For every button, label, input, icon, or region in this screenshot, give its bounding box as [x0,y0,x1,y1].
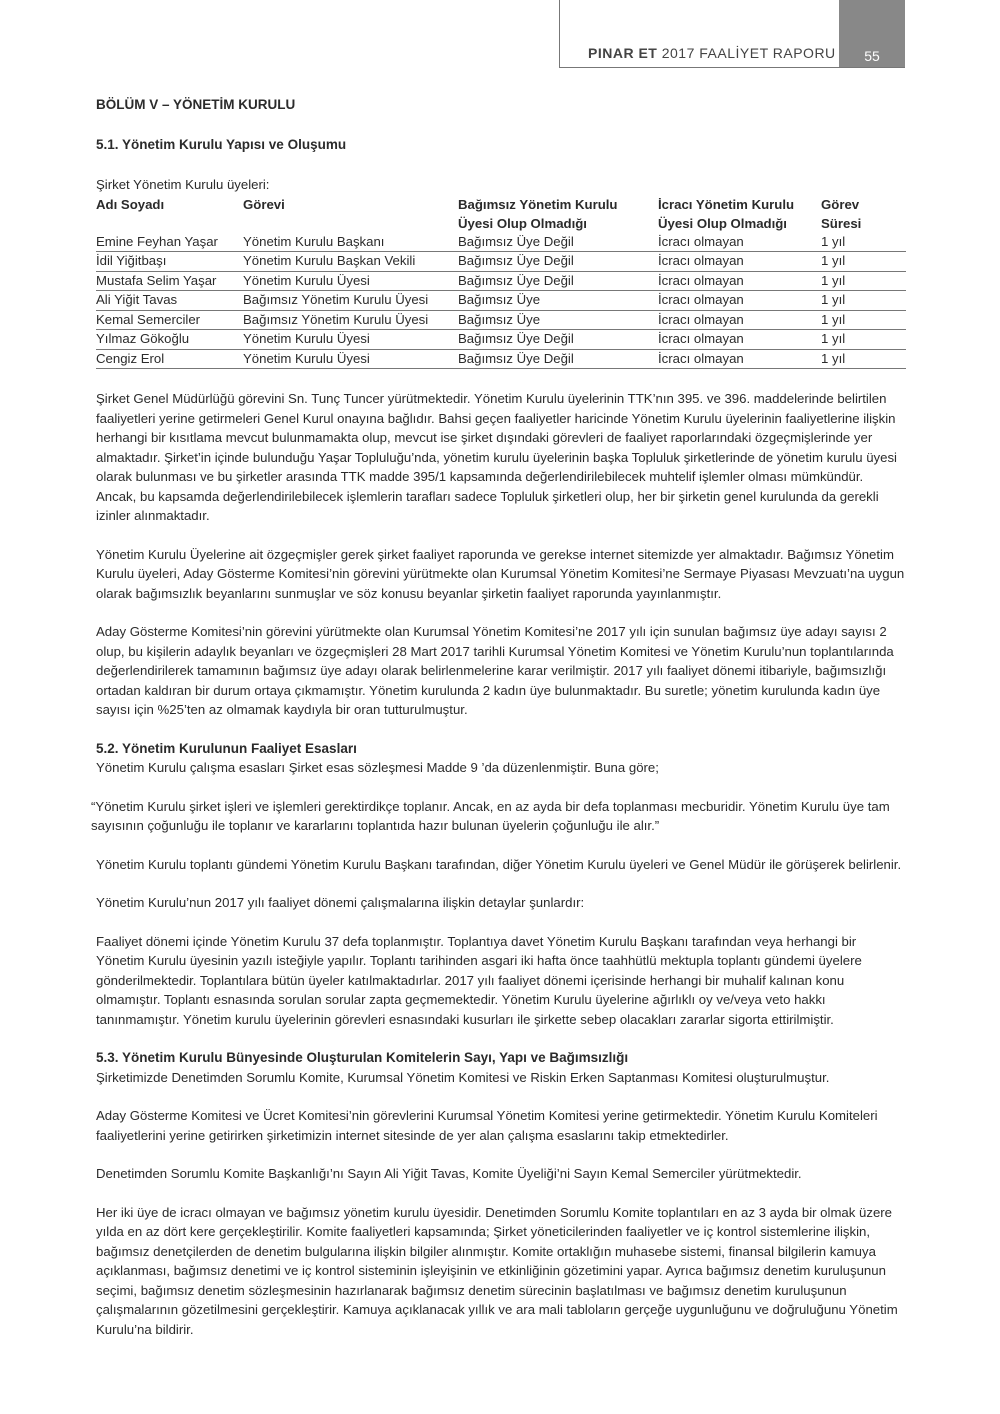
board-members-table [96,195,906,370]
body-paragraph: Faaliyet dönemi içinde Yönetim Kurulu 37 defa toplanmıştır. Toplantıya davet Yönetim Kurulu Başkanı tarafından veya herhangi bir Yönetim Kurulu üyesinin yazılı isteğiyle yapılır. Toplantı tarihinden asgari iki hafta önce taahhütlü mektupla toplantı gündemi üyelere gönderilmektedir. Toplantılara bütün üyeler katılmaktadırlar. 2017 yılı faaliyet dönemi içerisinde herhangi bir muhalif kalınan konu olmamıştır. Toplantı esnasında sorulan sorular zapta geçmemektedir. Yönetim Kurulu üyelerine ağırlıklı oy ve/veya veto hakkı tanınmamıştır. Yönetim kurulu üyelerinin görevleri esnasındaki kusurları ile şirkette sebep olacakları zararlar sigorta ettirilmiştir. [96,933,862,1027]
subsection-5-3-title: 5.3. Yönetim Kurulu Bünyesinde Oluşturulan Komitelerin Sayı, Yapı ve Bağımsızlığı [96,1050,629,1065]
table-row [96,233,906,252]
table-cell: Cengiz Erol [96,349,243,369]
brand-name: PINAR ET [588,45,658,61]
subsection-5-1-paragraphs [96,389,906,720]
table-cell: Bağımsız Yönetim Kurulu Üyesi [243,291,458,311]
body-paragraph: Denetimden Sorumlu Komite Başkanlığı’nı Sayın Ali Yiğit Tavas, Komite Üyeliği’ni Sayın Kemal Semerciler yürütmektedir. [96,1166,802,1181]
table-cell: Bağımsız Üye Değil [458,252,658,272]
table-cell: Yönetim Kurulu Üyesi [243,271,458,291]
table-cell: Bağımsız Üye [458,310,658,330]
table-cell: İcracı olmayan [658,291,821,311]
table-cell: 1 yıl [821,310,906,330]
table-cell: Bağımsız Üye [458,291,658,311]
table-row [96,310,906,330]
table-cell: 1 yıl [821,349,906,369]
table-cell: 1 yıl [821,330,906,350]
articles-quote: “Yönetim Kurulu şirket işleri ve işlemleri gerektirdikçe toplanır. Ancak, en az ayda bir defa toplanması mecburidir. Yönetim Kurulu üye tam sayısının çoğunluğu ile toplanır ve kararlarını toplantıda hazır bulunan üyelerin çoğunluğu ile alır.” [91,798,890,833]
table-cell: 1 yıl [821,271,906,291]
table-cell: Yılmaz Gökoğlu [96,330,243,350]
table-cell: 1 yıl [821,233,906,252]
table-cell: 1 yıl [821,252,906,272]
table-row [96,252,906,272]
report-title [588,45,836,61]
table-cell: Bağımsız Üye Değil [458,233,658,252]
col-header-independent: Bağımsız Yönetim Kurulu Üyesi Olup Olmadığı [458,196,618,231]
subsection-5-3-intro: Şirketimizde Denetimden Sorumlu Komite, Kurumsal Yönetim Komitesi ve Riskin Erken Saptanması Komitesi oluşturulmuştur. [96,1069,830,1085]
table-cell: Bağımsız Yönetim Kurulu Üyesi [243,310,458,330]
table-row [96,330,906,350]
table-cell: İcracı olmayan [658,310,821,330]
body-paragraph: Aday Gösterme Komitesi’nin görevini yürütmekte olan Kurumsal Yönetim Komitesi’ne 2017 yılı için sunulan bağımsız üye adayı sayısı 2 olup, bu kişilerin adaylık beyanları ve özgeçmişleri 28 Mart 2017 tarihli Kurumsal Yönetim Komitesi ve Yönetim Kurulu’nun toplantılarında değerlendirilerek tamamının bağımsız üye adayı olarak belirlenmelerine karar verilmiştir. 2017 yılı faaliyet dönemi itibariyle, bağımsızlığı ortadan kaldıran bir durum ortaya çıkmamıştır. Yönetim kurulunda 2 kadın üye bulunmaktadır. Bu suretle; yönetim kurulunda kadın üye sayısı için %25’ten az olmamak kaydıyla bir oran tutturulmuştur. [96,624,894,717]
subsection-5-2-paragraphs [96,855,906,1030]
page-header [559,0,905,68]
document-body [91,95,906,1339]
table-header-row [96,195,906,233]
table-cell: Bağımsız Üye Değil [458,271,658,291]
table-cell: Ali Yiğit Tavas [96,291,243,311]
table-cell: İcracı olmayan [658,252,821,272]
table-cell: Bağımsız Üye Değil [458,349,658,369]
body-paragraph: Aday Gösterme Komitesi ve Ücret Komitesi’nin görevlerini Kurumsal Yönetim Komitesi yerine getirmektedir. Yönetim Kurulu Komiteleri faaliyetlerini yerine getirirken şirketimizin internet sitesinde de yer alan çalışma esaslarını takip etmektedirler. [96,1108,878,1143]
table-cell: İcracı olmayan [658,330,821,350]
table-cell: İcracı olmayan [658,233,821,252]
body-paragraph: Yönetim Kurulu’nun 2017 yılı faaliyet dönemi çalışmalarına ilişkin detaylar şunlardır: [96,895,585,910]
col-header-executive: İcracı Yönetim Kurulu Üyesi Olup Olmadığı [658,196,795,231]
table-cell: İcracı olmayan [658,271,821,291]
table-row [96,291,906,311]
body-paragraph: Yönetim Kurulu toplantı gündemi Yönetim Kurulu Başkanı tarafından, diğer Yönetim Kurulu üyeleri ve Genel Müdür ile görüşerek belirlenir. [96,856,902,872]
table-body [96,233,906,369]
body-paragraph: Her iki üye de icracı olmayan ve bağımsız yönetim kurulu üyesidir. Denetimden Sorumlu Komite toplantıları en az 3 ayda bir olmak üzere yılda en az dört kere gerçekleştirilir. Komite faaliyetleri kapsamında; Şirket yöneticilerinden faaliyetler ve iç kontrol sistemlerine ilişkin, bağımsız denetçilerden de denetim bulgularına ilişkin bilgiler alınmıştır. Komite ortaklığın muhasebe sistemi, finansal bilgilerin kamuya açıklanması, bağımsız denetimi ve iç kontrol sisteminin işleyişinin ve etkinliğinin gözetimini yapar. Ayrıca bağımsız denetim kuruluşunun seçimi, bağımsız denetim sözleşmesinin hazırlanarak bağımsız denetim sürecinin başlatılması ve bağımsız denetim kuruluşunun çalışmalarının gözetilmesini gerçekleştirir. Kamuya açıklanacak yıllık ve ara mali tabloların gerçeğe uygunluğunu ve doğruluğunu Yönetim Kurulu’na bildirir. [96,1204,898,1337]
table-cell: İdil Yiğitbaşı [96,252,243,272]
table-cell: Kemal Semerciler [96,310,243,330]
table-cell: Mustafa Selim Yaşar [96,271,243,291]
col-header-name: Adı Soyadı [96,196,165,212]
subsection-5-2-intro: Yönetim Kurulu çalışma esasları Şirket esas sözleşmesi Madde 9 ’da düzenlenmiştir. Buna göre; [96,760,659,775]
body-paragraph: Yönetim Kurulu Üyelerine ait özgeçmişler gerek şirket faaliyet raporunda ve gerekse internet sitemizde yer almaktadır. Bağımsız Yönetim Kurulu üyeleri, Aday Gösterme Komitesi’nin görevini yürütmekte olan Kurumsal Yönetim Komitesi’ne Sermaye Piyasası Mevzuatı’na uygun olarak bağımsızlık beyanlarını sunmuşlar ve söz konusu beyanlar şirketin faaliyet raporunda yayınlanmıştır. [96,546,905,601]
table-cell: Yönetim Kurulu Başkan Vekili [243,252,458,272]
table-cell: Yönetim Kurulu Başkanı [243,233,458,252]
members-intro: Şirket Yönetim Kurulu üyeleri: [96,177,270,192]
table-cell: İcracı olmayan [658,349,821,369]
table-cell: Emine Feyhan Yaşar [96,233,243,252]
body-paragraph: Şirket Genel Müdürlüğü görevini Sn. Tunç Tuncer yürütmektedir. Yönetim Kurulu üyelerinin TTK’nın 395. ve 396. maddelerinde belirtilen faaliyetleri yerine getirmeleri Genel Kurul onayına bağlıdır. Bahsi geçen faaliyetler haricinde Yönetim Kurulu üyelerinin faaliyetlerine ilişkin herhangi bir kısıtlama mevcut bulunmamakta olup, mevcut ise şirket dışındaki görevleri de faaliyet raporlarındaki özgeçmişlerinde yer almaktadır. Şirket’in içinde bulunduğu Yaşar Topluluğu’nda, yönetim kurulu üyelerinin başka Topluluk şirketlerinde de yönetim kurulu üyesi olarak bulunması ve bu şirketler arasında TTK madde 395/1 kapsamında değerlendirilebilecek muhtelif işlemler olması mümkündür. Ancak, bu kapsamda değerlendirilebilecek işlemlerin tarafları sadece Topluluk şirketleri olup, her bir şirketin genel kurulunda da gerekli izinler alınmaktadır. [96,391,897,523]
table-row [96,349,906,369]
subsection-5-1-title: 5.1. Yönetim Kurulu Yapısı ve Oluşumu [96,136,347,152]
report-title-rest: 2017 FAALİYET RAPORU [661,45,836,61]
page-number: 55 [839,0,905,67]
subsection-5-3-paragraphs [96,1106,906,1339]
section-title: BÖLÜM V – YÖNETİM KURULU [96,97,296,112]
col-header-term: Görev Süresi [821,196,862,231]
table-cell: 1 yıl [821,291,906,311]
subsection-5-2-title: 5.2. Yönetim Kurulunun Faaliyet Esasları [96,740,357,756]
table-cell: Bağımsız Üye Değil [458,330,658,350]
table-row [96,271,906,291]
table-cell: Yönetim Kurulu Üyesi [243,349,458,369]
col-header-role: Görevi [243,196,285,212]
table-cell: Yönetim Kurulu Üyesi [243,330,458,350]
